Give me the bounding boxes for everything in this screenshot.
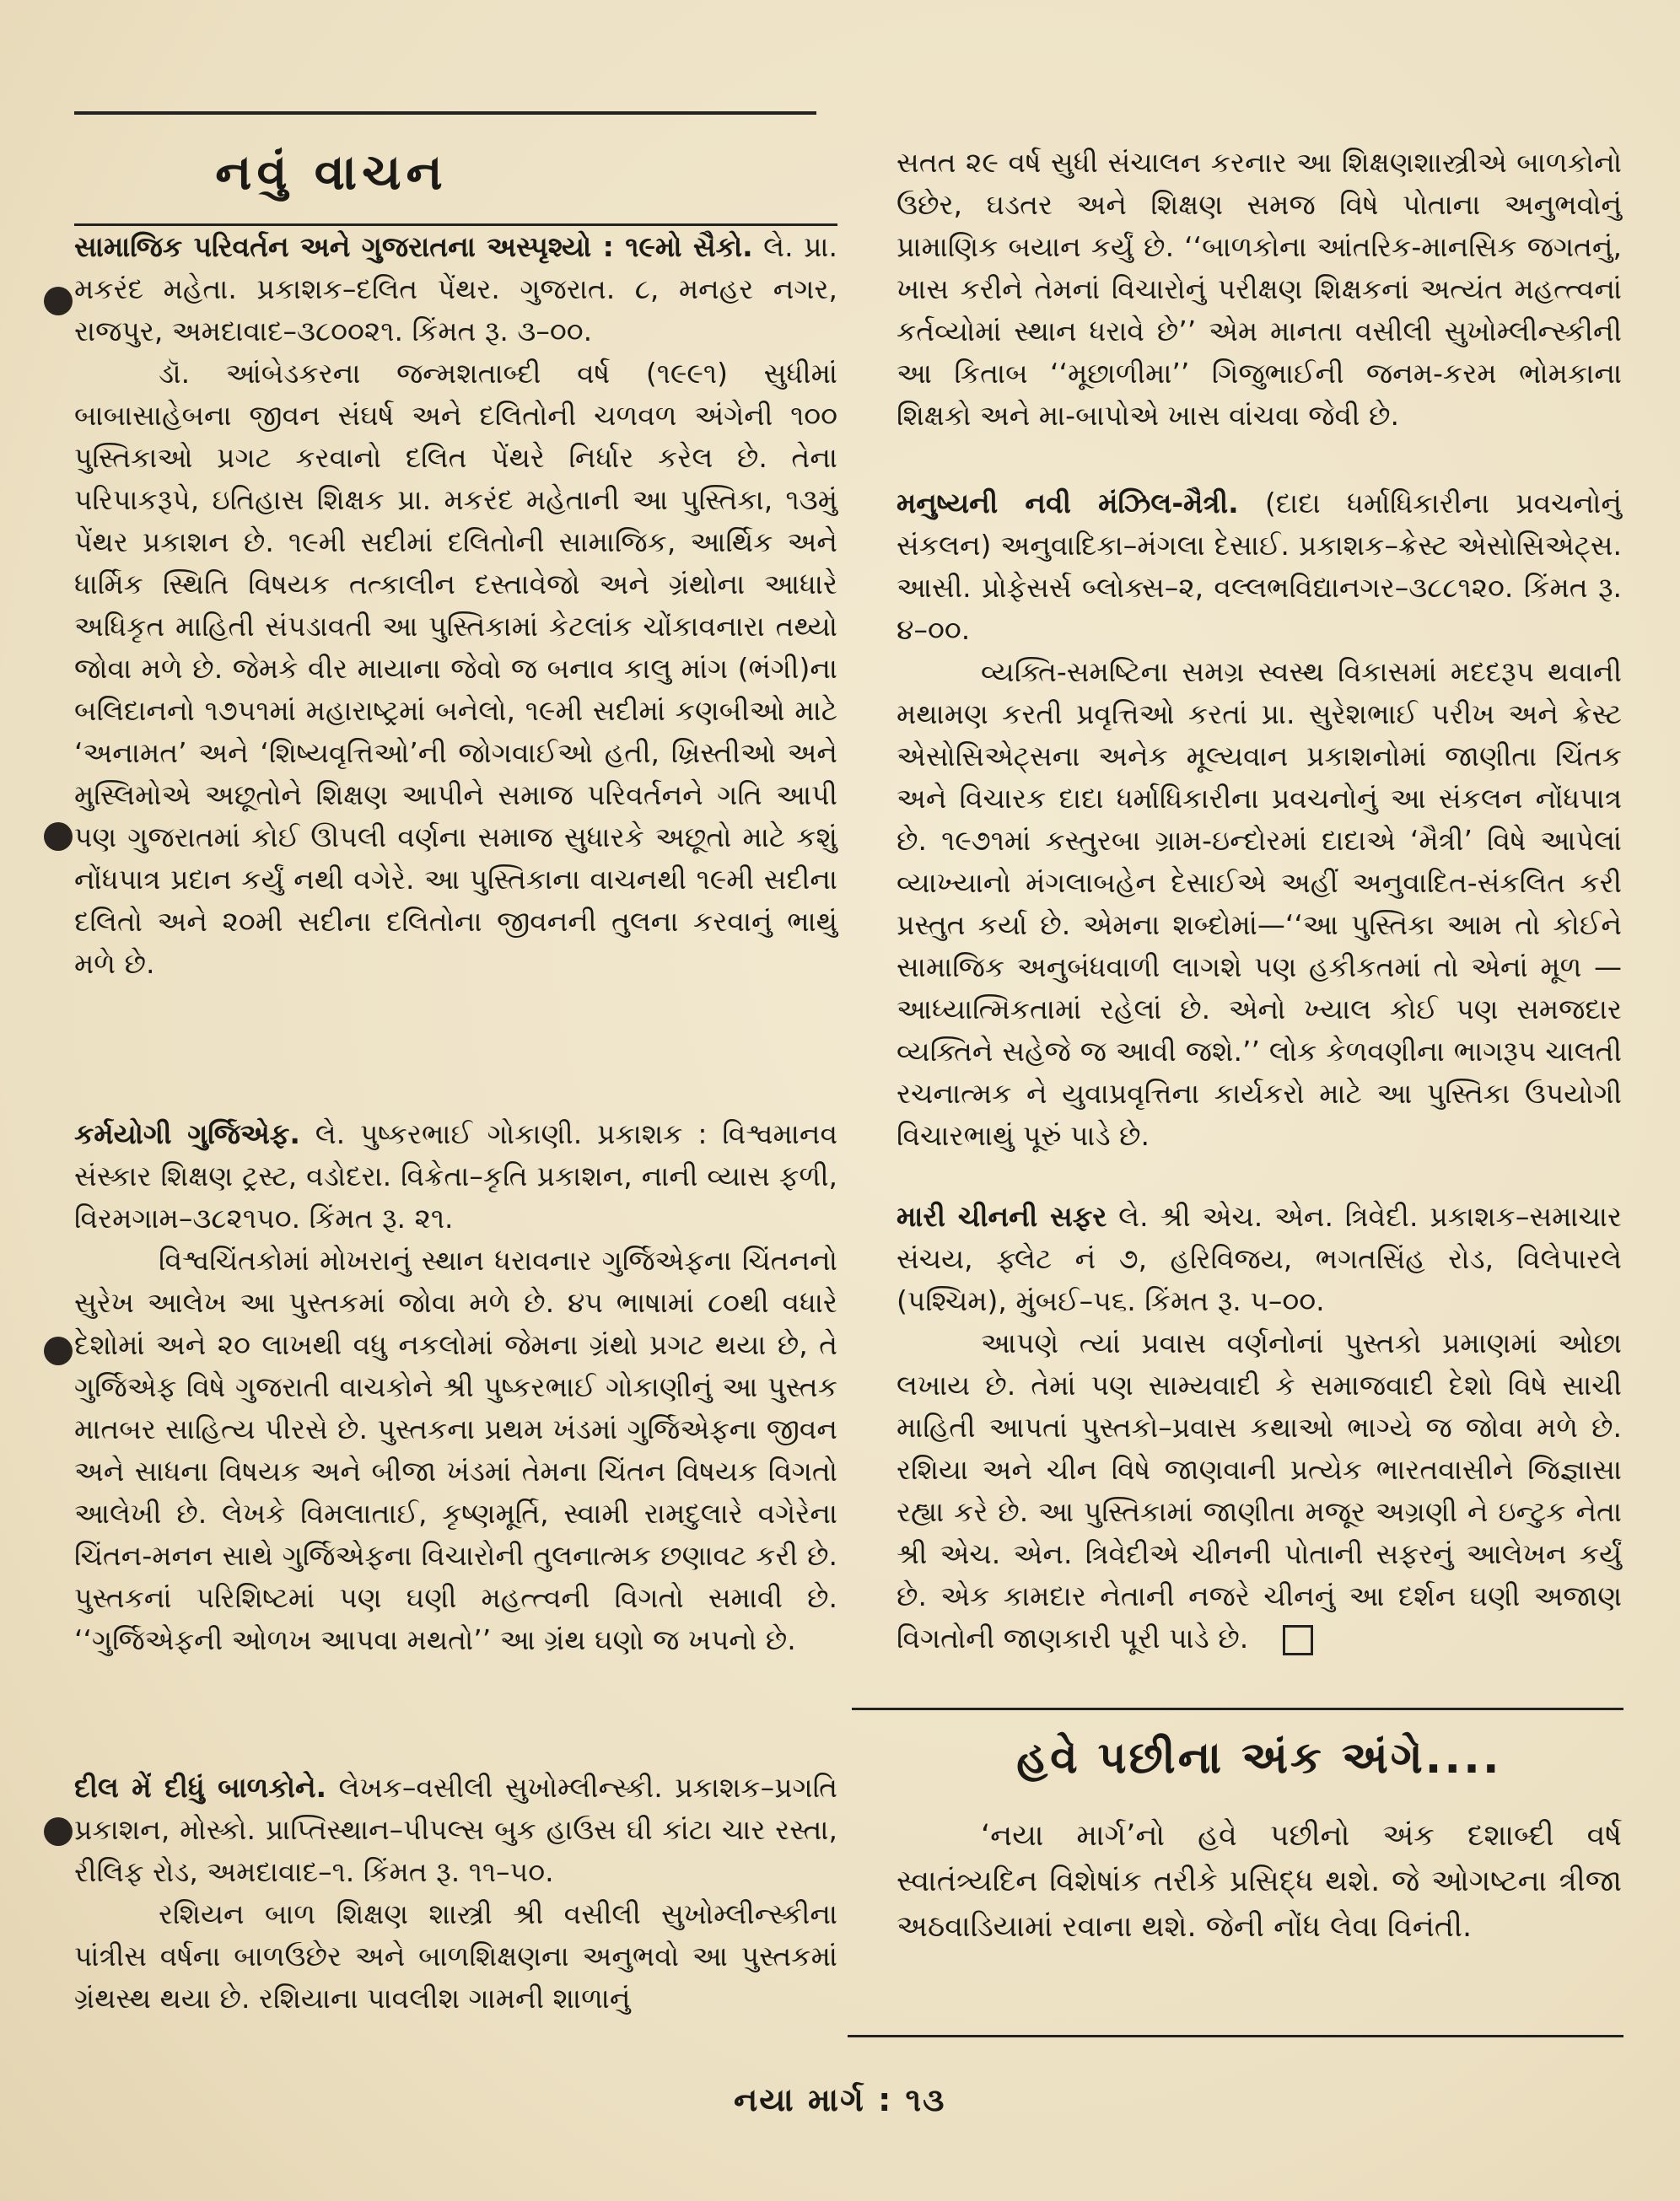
bottom-rule bbox=[848, 2035, 1623, 2037]
next-issue-notice bbox=[897, 1813, 1622, 1950]
review-body: વિશ્વચિંતકોમાં મોખરાનું સ્થાન ધરાવનાર ગુર્જિએફના ચિંતનનો સુરેખ આલેખ આ પુસ્તકમાં જોવા મળે છે. ૪૫ ભાષામાં ૮૦થી વધારે દેશોમાં અને ૨૦ લાખથી વધુ નકલોમાં જેમના ગ્રંથો પ્રગટ થયા છે, તે ગુર્જિએફ વિષે ગુજરાતી વાચકોને શ્રી પુષ્કરભાઈ ગોકાણીનું આ પુસ્તક માતબર સાહિત્ય પીરસે છે. પુસ્તકના પ્રથમ ખંડમાં ગુર્જિએફના જીવન અને સાધના વિષયક અને બીજા ખંડમાં તેમના ચિંતન વિષયક વિગતો આલેખી છે. લેખકે વિમલાતાઈ, કૃષ્ણમૂર્તિ, સ્વામી રામદુલારે વગેરેના ચિંતન-મનન સાથે ગુર્જિએફના વિચારોની તુલનાત્મક છણાવટ કરી છે. પુસ્તકનાં પરિશિષ્ટમાં પણ ઘણી મહત્ત્વની વિગતો સમાવી છે. ‘‘ગુર્જિએફની ઓળખ આપવા મથતો’’ આ ગ્રંથ ઘણો જ ખપનો છે. bbox=[74, 1244, 837, 1656]
review-china-safar bbox=[897, 1196, 1622, 1660]
punch-hole bbox=[44, 822, 73, 851]
review-body: આપણે ત્યાં પ્રવાસ વર્ણનોનાં પુસ્તકો પ્રમાણમાં ઓછા લખાય છે. તેમાં પણ સામ્યવાદી કે સમાજવાદી દેશો વિષે સાચી માહિતી આપતાં પુસ્તકો–પ્રવાસ કથાઓ ભાગ્યે જ જોવા મળે છે. રશિયા અને ચીન વિષે જાણવાની પ્રત્યેક ભારતવાસીને જિજ્ઞાસા રહ્યા કરે છે. આ પુસ્તિકામાં જાણીતા મજૂર અગ્રણી ને ઇન્ટુક નેતા શ્રી એચ. એન. ત્રિવેદીએ ચીનની પોતાની સફરનું આલેખન કર્યું છે. એક કામદાર નેતાની નજરે ચીનનું આ દર્શન ઘણી અજાણ વિગતોની જાણકારી પૂરી પાડે છે. bbox=[897, 1327, 1622, 1655]
review-meta: લે. શ્રી એચ. એન. ત્રિવેદી. પ્રકાશક–સમાચાર સંચય, ફ્લેટ નં ૭, હરિવિજય, ભગતસિંહ રોડ, વિલેપારલે (પશ્ચિમ), મુંબઈ–૫૬. કિંમત રૂ. ૫–૦૦. bbox=[897, 1200, 1622, 1317]
divider-rule bbox=[852, 1708, 1623, 1710]
review-meta: (દાદા ધર્માધિકારીના પ્રવચનોનું સંકલન) અનુવાદિકા–મંગલા દેસાઈ. પ્રકાશક–ક્રેસ્ટ એસોસિએટ્સ. આસી. પ્રોફેસર્સ બ્લોક્સ–૨, વલ્લભવિદ્યાનગર–૩૮૮૧૨૦. કિંમત રૂ. ૪–૦૦. bbox=[897, 487, 1622, 646]
review-body-continued: સતત ૨૯ વર્ષ સુધી સંચાલન કરનાર આ શિક્ષણશાસ્ત્રીએ બાળકોનો ઉછેર, ઘડતર અને શિક્ષણ સમજ વિષે પોતાના અનુભવોનું પ્રામાણિક બયાન કર્યું છે. ‘‘બાળકોના આંતરિક-માનસિક જગતનું, ખાસ કરીને તેમનાં વિચારોનું પરીક્ષણ શિક્ષકનાં અત્યંત મહત્ત્વનાં કર્તવ્યોમાં સ્થાન ધરાવે છે’’ એમ માનતા વસીલી સુખોમ્લીન્સ્કીની આ કિતાબ ‘‘મૂછાળીમા’’ ગિજુભાઈની જનમ-કરમ ભોમકાના શિક્ષકો અને મા-બાપોએ ખાસ વાંચવા જેવી છે. bbox=[897, 146, 1622, 432]
punch-hole bbox=[44, 1337, 73, 1365]
top-rule bbox=[74, 111, 816, 115]
review-dil-mein-didhu-continued bbox=[897, 142, 1622, 437]
section-title: નવું વાચન bbox=[215, 143, 448, 201]
next-issue-title: હવે પછીના અંક અંગે.... bbox=[1016, 1733, 1502, 1784]
review-heading: કર્મયોગી ગુર્જિએફ. bbox=[74, 1117, 300, 1150]
review-body: વ્યક્તિ-સમષ્ટિના સમગ્ર સ્વસ્થ વિકાસમાં મદદરૂપ થવાની મથામણ કરતી પ્રવૃત્તિઓ કરતાં પ્રા. સુરેશભાઈ પરીખ અને ક્રેસ્ટ એસોસિએટ્સના અનેક મૂલ્યવાન પ્રકાશનોમાં જાણીતા ચિંતક અને વિચારક દાદા ધર્માધિકારીના પ્રવચનોનું આ સંકલન નોંધપાત્ર છે. ૧૯૭૧માં કસ્તુરબા ગ્રામ-ઇન્દોરમાં દાદાએ ‘મૈત્રી’ વિષે આપેલાં વ્યાખ્યાનો મંગલાબહેન દેસાઈએ અહીં અનુવાદિત-સંકલિત કરી પ્રસ્તુત કર્યા છે. એમના શબ્દોમાં—‘‘આ પુસ્તિકા આમ તો કોઈને સામાજિક અનુબંધવાળી લાગશે પણ હકીકતમાં તો એનાં મૂળ — આધ્યાત્મિકતામાં રહેલાં છે. એનો ખ્યાલ કોઈ પણ સમજદાર વ્યક્તિને સહેજે જ આવી જશે.’’ લોક કેળવણીના ભાગરૂપ ચાલતી રચનાત્મક ને યુવાપ્રવૃત્તિના કાર્યકરો માટે આ પુસ્તિકા ઉપયોગી વિચારભાથું પૂરું પાડે છે. bbox=[897, 655, 1622, 1152]
review-meta: લેખક–વસીલી સુખોમ્લીન્સ્કી. પ્રકાશક–પ્રગતિ પ્રકાશન, મોસ્કો. પ્રાપ્તિસ્થાન–પીપલ્સ બુક હાઉસ ઘી કાંટા ચાર રસ્તા, રીલિફ રોડ, અમદાવાદ–૧. કિંમત રૂ. ૧૧–૫૦. bbox=[74, 1771, 837, 1888]
review-meta: લે. પ્રા. મકરંદ મહેતા. પ્રકાશક–દલિત પેંથર. ગુજરાત. ૮, મનહર નગર, રાજપુર, અમદાવાદ–૩૮૦૦૨૧. કિંમત રૂ. ૩–૦૦. bbox=[74, 230, 837, 347]
review-karmayogi-gurdjieff bbox=[74, 1113, 837, 1661]
review-body: ડૉ. આંબેડકરના જન્મશતાબ્દી વર્ષ (૧૯૯૧) સુધીમાં બાબાસાહેબના જીવન સંઘર્ષ અને દલિતોની ચળવળ અંગેની ૧૦૦ પુસ્તિકાઓ પ્રગટ કરવાનો દલિત પેંથરે નિર્ધાર કરેલ છે. તેના પરિપાકરૂપે, ઇતિહાસ શિક્ષક પ્રા. મકરંદ મહેતાની આ પુસ્તિકા, ૧૩મું પેંથર પ્રકાશન છે. ૧૯મી સદીમાં દલિતોની સામાજિક, આર્થિક અને ધાર્મિક સ્થિતિ વિષયક તત્કાલીન દસ્તાવેજો અને ગ્રંથોના આધારે અધિકૃત માહિતી સંપડાવતી આ પુસ્તિકામાં કેટલાંક ચોંકાવનારા તથ્યો જોવા મળે છે. જેમકે વીર માયાના જેવો જ બનાવ કાલુ માંગ (ભંગી)ના બલિદાનનો ૧૭૫૧માં મહારાષ્ટ્રમાં બનેલો, ૧૯મી સદીમાં કણબીઓ માટે ‘અનામત’ અને ‘શિષ્યવૃત્તિઓ’ની જોગવાઈઓ હતી, ખ્રિસ્તીઓ અને મુસ્લિમોએ અછૂતોને શિક્ષણ આપીને સમાજ પરિવર્તનને ગતિ આપી પણ ગુજરાતમાં કોઈ ઊપલી વર્ણના સમાજ સુધારકે અછૂતો માટે કશું નોંધપાત્ર પ્રદાન કર્યું નથી વગેરે. આ પુસ્તિકાના વાચનથી ૧૯મી સદીના દલિતો અને ૨૦મી સદીના દલિતોના જીવનની તુલના કરવાનું ભાથું મળે છે. bbox=[74, 357, 837, 980]
review-heading: મારી ચીનની સફર bbox=[897, 1200, 1107, 1233]
review-body: રશિયન બાળ શિક્ષણ શાસ્ત્રી શ્રી વસીલી સુખોમ્લીન્સ્કીના પાંત્રીસ વર્ષના બાળઉછેર અને બાળશિક્ષણના અનુભવો આ પુસ્તકમાં ગ્રંથસ્થ થયા છે. રશિયાના પાવલીશ ગામની શાળાનું bbox=[74, 1897, 837, 2015]
next-issue-body: ‘નયા માર્ગ’નો હવે પછીનો અંક દશાબ્દી વર્ષ સ્વાતંત્ર્યદિન વિશેષાંક તરીકે પ્રસિદ્ધ થશે. જે ઓગષ્ટના ત્રીજા અઠવાડિયામાં રવાના થશે. જેની નોંધ લેવા વિનંતી. bbox=[897, 1819, 1622, 1944]
review-heading: દીલ મેં દીધું બાળકોને. bbox=[74, 1771, 327, 1804]
review-social-change bbox=[74, 226, 837, 985]
punch-hole bbox=[44, 287, 73, 315]
punch-hole bbox=[44, 1817, 73, 1846]
end-mark-icon bbox=[1283, 1625, 1313, 1655]
review-dil-mein-didhu bbox=[74, 1767, 837, 2020]
page-footer: નયા માર્ગ : ૧૩ bbox=[734, 2081, 946, 2118]
review-maitri bbox=[897, 482, 1622, 1157]
review-heading: સામાજિક પરિવર્તન અને ગુજરાતના અસ્પૃશ્યો : ૧૯મો સૈકો. bbox=[74, 230, 753, 263]
review-meta: લે. પુષ્કરભાઈ ગોકાણી. પ્રકાશક : વિશ્વમાનવ સંસ્કાર શિક્ષણ ટ્રસ્ટ, વડોદરા. વિક્રેતા–કૃતિ પ્રકાશન, નાની વ્યાસ ફળી, વિરમગામ–૩૮૨૧૫૦. કિંમત રૂ. ૨૧. bbox=[74, 1117, 838, 1235]
review-heading: મનુષ્યની નવી મંઝિલ-મૈત્રી. bbox=[897, 487, 1239, 519]
